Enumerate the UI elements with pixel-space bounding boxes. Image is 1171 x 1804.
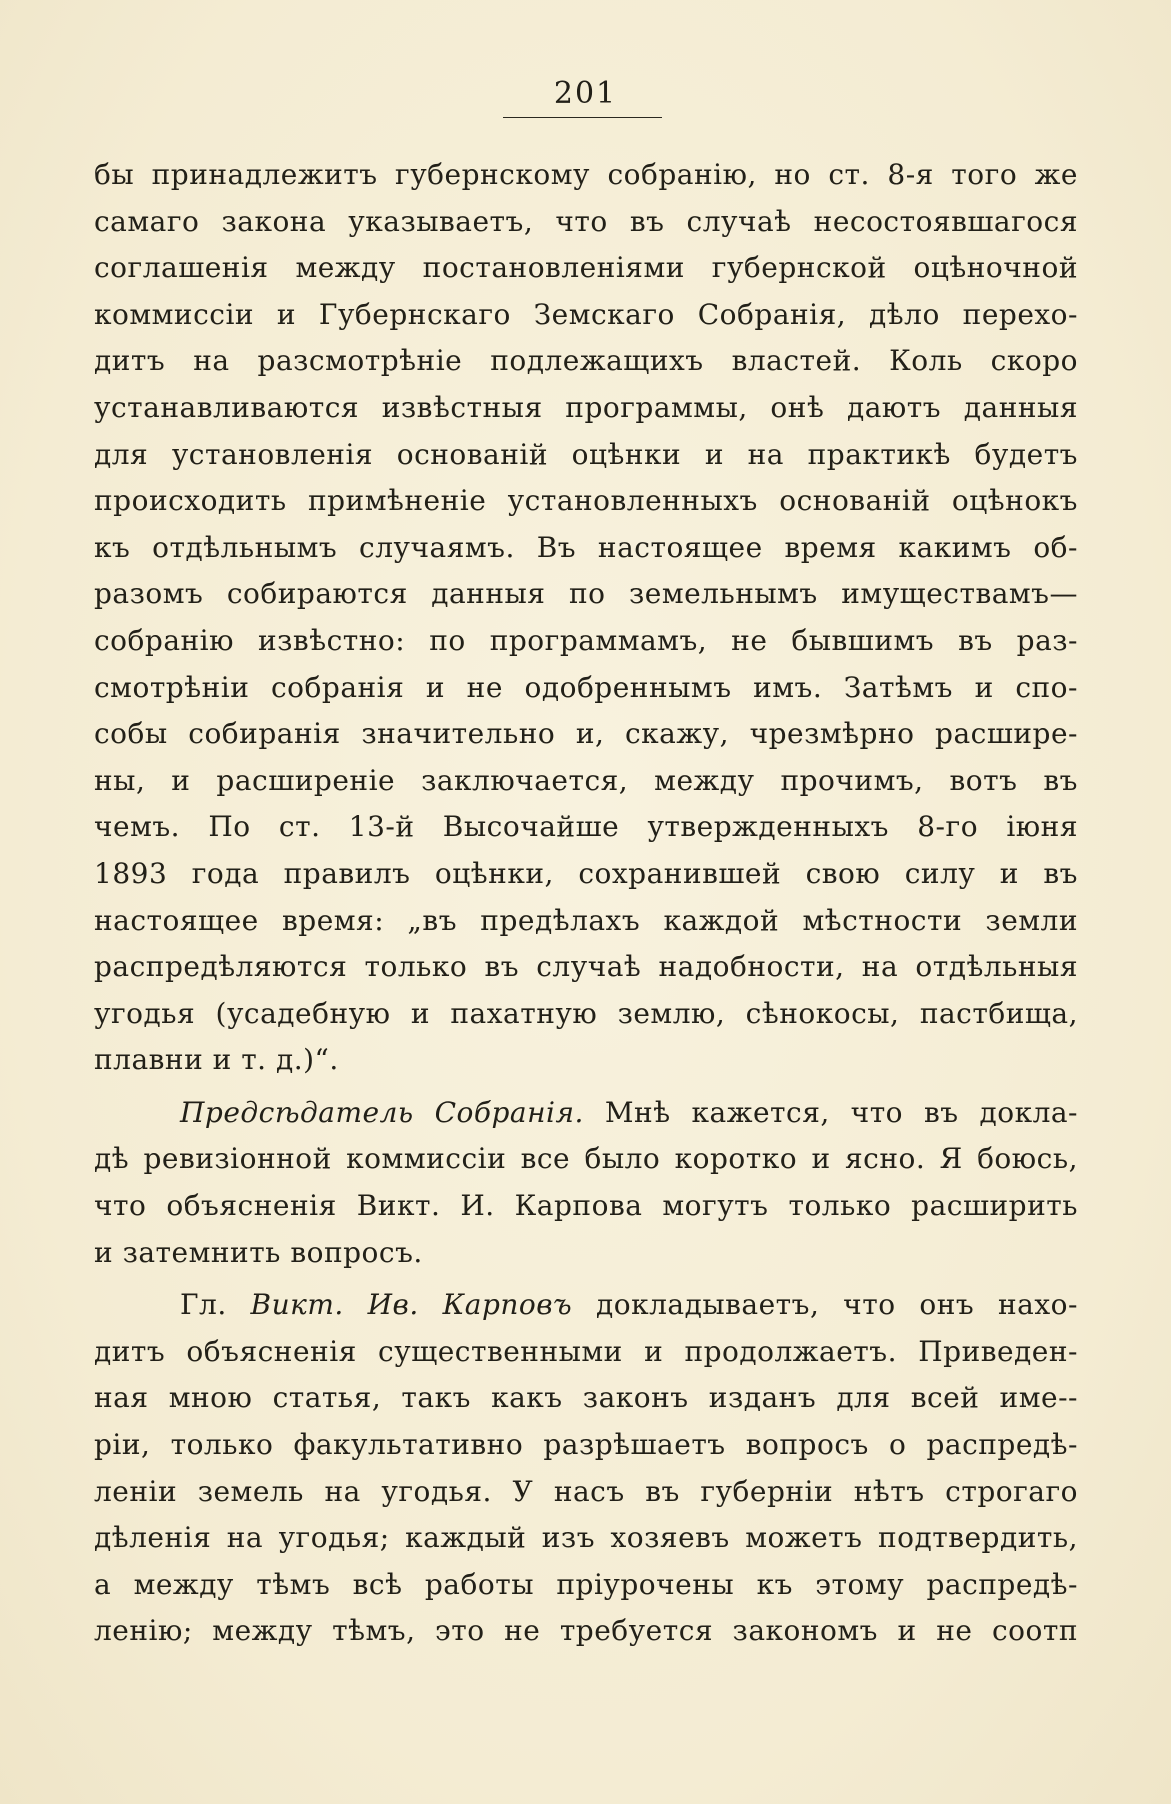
speech-opening-line: [94, 1282, 1078, 1329]
text-line: смотрѣніи собранія и не одобреннымъ имъ. Затѣмъ и спо-: [94, 670, 1078, 704]
text-line: чемъ. По ст. 13-й Высочайше утвержденныхъ 8-го іюня: [94, 810, 1078, 844]
text-line: ная мною статья, такъ какъ законъ изданъ для всей име--: [94, 1381, 1078, 1415]
text-line: дѣленія на угодья; каждый изъ хозяевъ можетъ подтвердить,: [94, 1521, 1078, 1555]
text-line: соглашенія между постановленіями губернской оцѣночной: [94, 251, 1078, 285]
text-line: что объясненія Викт. И. Карпова могутъ только расширить: [94, 1189, 1078, 1223]
text-line: плавни и т. д.)“.: [94, 1043, 339, 1077]
text-line: бы принадлежитъ губернскому собранію, но ст. 8-я того же: [94, 158, 1078, 191]
text-line: собы собиранія значительно и, скажу, чрезмѣрно расшире-: [94, 717, 1078, 751]
text-line: ленію; между тѣмъ, это не требуется закономъ и не соотп: [94, 1614, 1078, 1648]
page-number: 201: [553, 76, 618, 111]
text-line: дитъ объясненія существенными и продолжаетъ. Приведен-: [94, 1334, 1078, 1368]
speaker-name: Викт. Ив. Карповъ: [250, 1288, 573, 1322]
text-line: ны, и расширеніе заключается, между прочимъ, вотъ въ: [94, 763, 1078, 797]
speaker-prefix: Гл.: [180, 1288, 251, 1322]
text-line: разомъ собираются данныя по земельнымъ имуществамъ—: [94, 577, 1078, 611]
text-line: 1893 года правилъ оцѣнки, сохранившей свою силу и въ: [94, 856, 1078, 890]
text-line: настоящее время: „въ предѣлахъ каждой мѣстности земли: [94, 903, 1078, 937]
paragraph-3: [94, 1282, 1078, 1655]
text-line: дѣ ревизіонной коммиссіи все было коротко и ясно. Я боюсь,: [94, 1142, 1078, 1176]
speech-text: докладываетъ, что онъ нахо-: [572, 1288, 1078, 1322]
speech-opening-line: [94, 1090, 1078, 1137]
text-line: а между тѣмъ всѣ работы пріурочены къ этому распредѣ-: [94, 1567, 1078, 1601]
text-line: и затемнить вопросъ.: [94, 1235, 423, 1269]
text-line: собранію извѣстно: по программамъ, не бывшимъ въ раз-: [94, 623, 1078, 657]
text-line: угодья (усадебную и пахатную землю, сѣнокосы, пастбища,: [94, 996, 1078, 1030]
paragraph-1: [94, 152, 1078, 1084]
text-line: происходить примѣненіе установленныхъ основаній оцѣнокъ: [94, 484, 1078, 518]
text-line: самаго закона указываетъ, что въ случаѣ несостоявшагося: [94, 204, 1078, 238]
text-line: къ отдѣльнымъ случаямъ. Въ настоящее время какимъ об-: [94, 530, 1078, 564]
text-line: коммиссіи и Губернскаго Земскаго Собранія, дѣло перехо-: [94, 297, 1078, 331]
text-line: леніи земель на угодья. У насъ въ губерніи нѣтъ строгаго: [94, 1474, 1078, 1508]
body-text: [94, 152, 1078, 1655]
speech-text: Мнѣ кажется, что въ доклa-: [583, 1095, 1079, 1129]
text-line: распредѣляются только въ случаѣ надобности, на отдѣльныя: [94, 950, 1078, 984]
text-line: дитъ на разсмотрѣніе подлежащихъ властей. Коль скоро: [94, 344, 1078, 378]
text-line: ріи, только факультативно разрѣшаетъ вопросъ о распредѣ-: [94, 1428, 1078, 1462]
paragraph-2: [94, 1090, 1078, 1276]
page-number-rule: [503, 117, 662, 118]
speaker-name: Предсѣдатель Собранія.: [180, 1095, 584, 1129]
text-line: устанавливаются извѣстныя программы, онѣ даютъ данныя: [94, 390, 1078, 424]
text-line: для установленія основаній оцѣнки и на практикѣ будетъ: [94, 437, 1078, 471]
